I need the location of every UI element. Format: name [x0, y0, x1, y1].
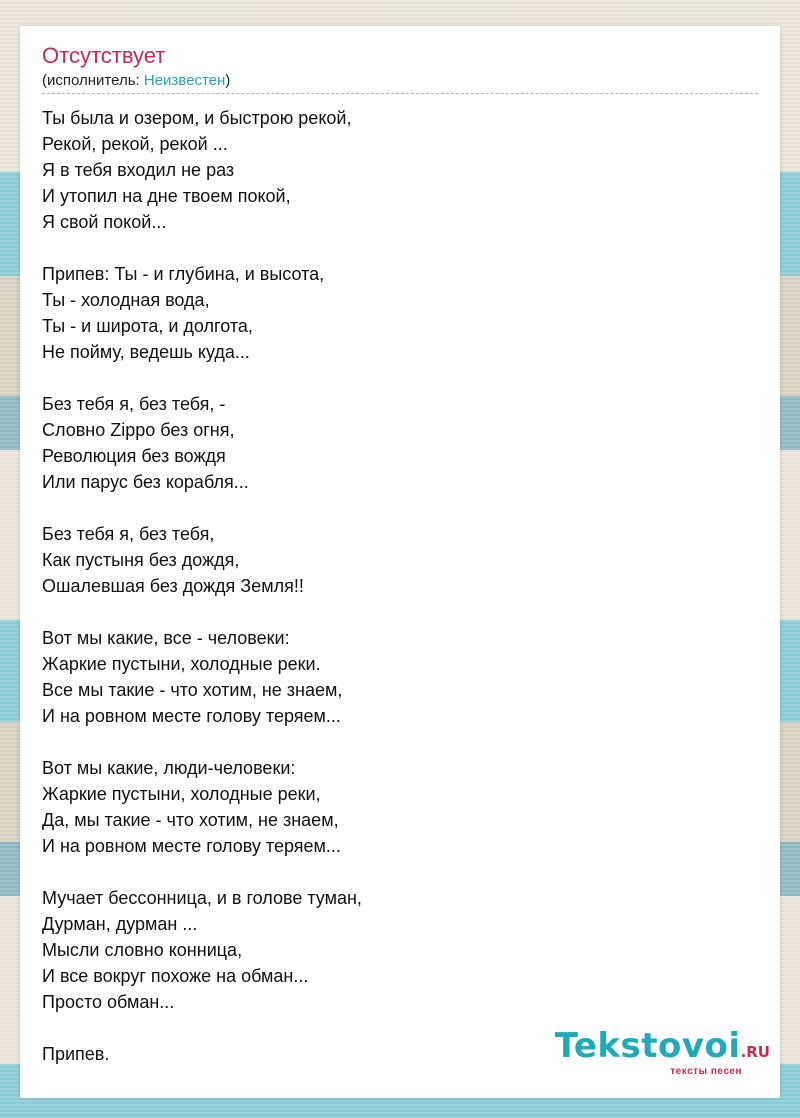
stanza: [42, 885, 742, 1015]
logo-tagline: тексты песен: [670, 1066, 742, 1077]
lyric-line: И на ровном месте голову теряем...: [42, 836, 341, 856]
lyric-line: Я свой покой...: [42, 212, 167, 232]
lyric-line: Жаркие пустыни, холодные реки.: [42, 654, 321, 674]
lyric-line: Мысли словно конница,: [42, 940, 243, 960]
stanza: [42, 625, 742, 729]
lyric-line: Ошалевшая без дождя Земля!!: [42, 576, 304, 596]
stanza: [42, 105, 742, 235]
lyric-line: Припев: Ты - и глубина, и высота,: [42, 264, 325, 284]
lyric-line: Без тебя я, без тебя,: [42, 524, 215, 544]
lyric-line: Не пойму, ведешь куда...: [42, 342, 250, 362]
artist-prefix: (исполнитель:: [42, 72, 144, 89]
artist-link[interactable]: Неизвестен: [143, 72, 226, 89]
artist-suffix: ): [225, 72, 231, 89]
lyric-line: Революция без вождя: [42, 446, 226, 466]
lyrics-page: [20, 26, 780, 1098]
lyric-line: Ты - холодная вода,: [42, 290, 210, 310]
lyric-line: Без тебя я, без тебя, -: [42, 394, 226, 414]
lyric-line: Припев.: [42, 1044, 110, 1064]
lyric-line: Все мы такие - что хотим, не знаем,: [42, 680, 343, 700]
lyric-line: Вот мы какие, все - человеки:: [42, 628, 290, 648]
stanza: [42, 261, 742, 365]
lyric-line: Жаркие пустыни, холодные реки,: [42, 784, 321, 804]
lyric-line: Вот мы какие, люди-человеки:: [42, 758, 296, 778]
logo-wordmark: [555, 1028, 770, 1070]
lyric-line: Просто обман...: [42, 992, 175, 1012]
header-separator: [42, 93, 758, 94]
site-logo[interactable]: [555, 1028, 770, 1077]
stanza: [42, 755, 742, 859]
lyric-line: Или парус без корабля...: [42, 472, 249, 492]
lyric-line: Как пустыня без дождя,: [42, 550, 240, 570]
song-artist: [42, 72, 230, 90]
logo-tld: .RU: [740, 1043, 770, 1061]
lyric-line: И утопил на дне твоем покой,: [42, 186, 291, 206]
stanza: [42, 391, 742, 495]
lyric-line: Ты была и озером, и быстрою рекой,: [42, 108, 352, 128]
lyric-line: И все вокруг похоже на обман...: [42, 966, 309, 986]
lyric-line: Мучает бессонница, и в голове туман,: [42, 888, 362, 908]
logo-name: Tekstovoi: [554, 1026, 741, 1066]
lyric-line: Рекой, рекой, рекой ...: [42, 134, 228, 154]
lyric-line: Ты - и широта, и долгота,: [42, 316, 253, 336]
lyric-line: Да, мы такие - что хотим, не знаем,: [42, 810, 339, 830]
lyrics-text: [42, 105, 742, 1093]
lyric-line: И на ровном месте голову теряем...: [42, 706, 341, 726]
lyric-line: Словно Zippo без огня,: [42, 420, 235, 440]
lyric-line: Я в тебя входил не раз: [42, 160, 235, 180]
stanza: [42, 521, 742, 599]
song-title: Отсутствует: [42, 43, 166, 68]
lyric-line: Дурман, дурман ...: [42, 914, 198, 934]
